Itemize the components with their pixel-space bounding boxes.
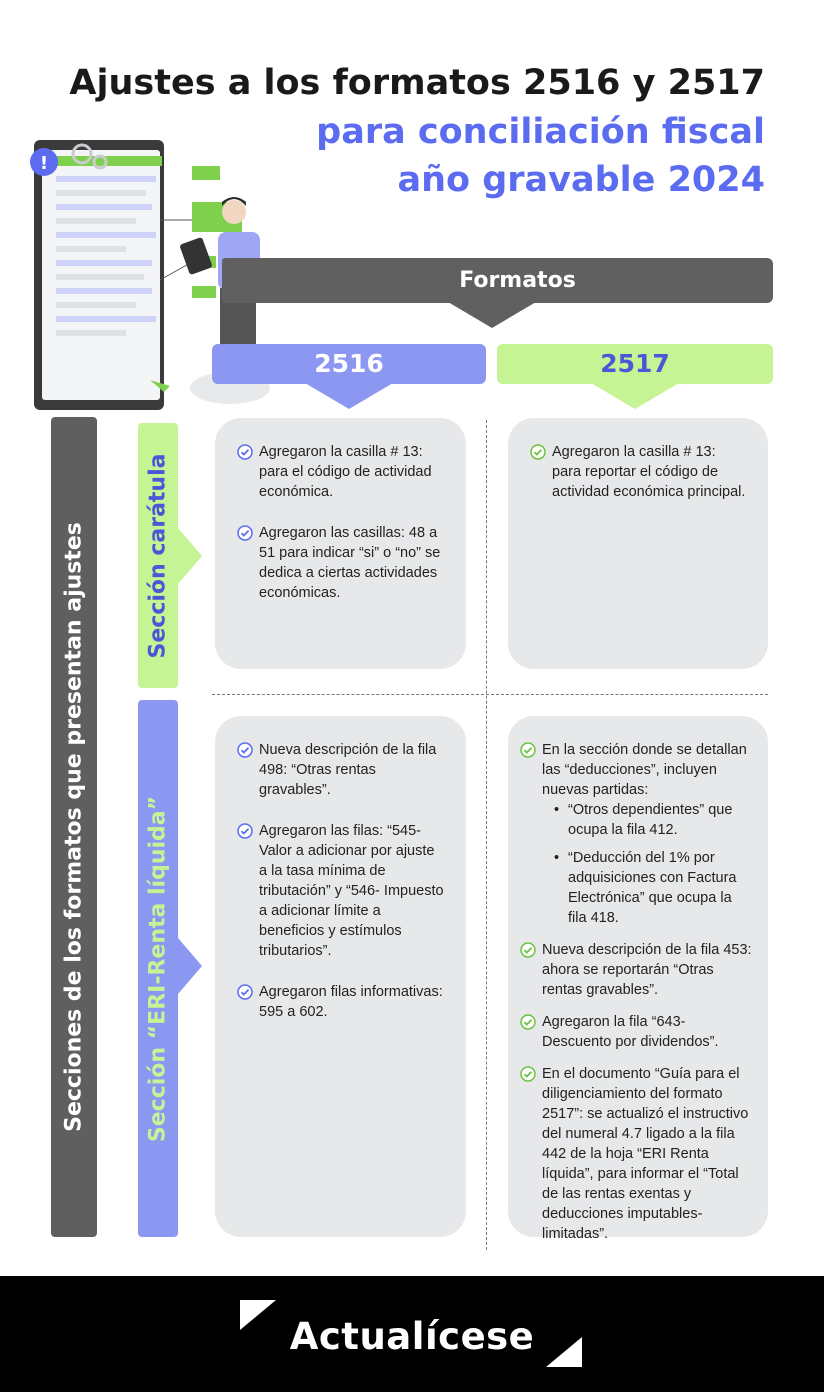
card-eri-2516: [215, 716, 466, 1237]
check-icon: [530, 444, 546, 460]
check-icon: [237, 525, 253, 541]
list-item: [520, 940, 754, 1000]
check-icon: [520, 1066, 536, 1082]
item-text: Agregaron la casilla # 13: para reportar el código de actividad económica principal.: [552, 444, 746, 500]
section-eri-tab: [138, 700, 178, 1237]
item-text: Agregaron las filas: “545- Valor a adicionar por ajuste a la tasa mínima de tributación” y “546- Impuesto a adicionar límite a beneficios y estímulos tributarios”.: [259, 823, 444, 959]
section-eri-arrow: [178, 938, 202, 994]
sub-list-item: [542, 800, 754, 840]
svg-text:!: !: [39, 153, 49, 174]
item-text: Agregaron la casilla # 13: para el código de actividad económica.: [259, 444, 432, 500]
bullet-icon: •: [554, 802, 560, 818]
list-item: [237, 442, 444, 502]
bullet-icon: •: [554, 850, 560, 866]
list-item: [530, 442, 746, 502]
item-text: En la sección donde se detallan las “deducciones”, incluyen nuevas partidas:: [542, 742, 747, 798]
section-caratula-arrow: [178, 528, 202, 584]
check-icon: [520, 942, 536, 958]
section-caratula-tab: [138, 423, 178, 688]
list-item: [520, 1012, 754, 1052]
title-line-2: para conciliación fiscal: [316, 112, 765, 152]
check-icon: [520, 1014, 536, 1030]
subitem-text: “Otros dependientes” que ocupa la fila 412.: [568, 802, 733, 838]
item-text: Nueva descripción de la fila 453: ahora se reportarán “Otras rentas gravables”.: [542, 942, 752, 998]
card-caratula-2517: [508, 418, 768, 669]
sidebar-label: Secciones de los formatos que presentan ajustes: [61, 522, 87, 1132]
formatos-arrow: [448, 302, 536, 328]
card-caratula-2516: [215, 418, 466, 669]
check-icon: [520, 742, 536, 758]
list-item: [520, 740, 754, 928]
sections-sidebar: [51, 417, 97, 1237]
title-line-1: Ajustes a los formatos 2516 y 2517: [69, 63, 765, 103]
section-divider: [212, 694, 768, 695]
item-text: En el documento “Guía para el diligenciamiento del formato 2517”: se actualizó el instructivo del numeral 4.7 ligado a la fila 442 de la hoja “ERI Renta líquida”, para informar el “Total de las rentas exentas y deducciones imputables-limitadas”.: [542, 1066, 749, 1242]
section-eri-label: Sección “ERI-Renta líquida”: [145, 795, 171, 1142]
formatos-label: Formatos: [459, 268, 576, 293]
check-icon: [237, 742, 253, 758]
section-caratula-label: Sección carátula: [145, 453, 171, 658]
list-item: [237, 982, 444, 1022]
column-header-2517: 2517: [497, 344, 773, 384]
item-text: Agregaron filas informativas: 595 a 602.: [259, 984, 443, 1020]
check-icon: [237, 984, 253, 1000]
check-icon: [237, 823, 253, 839]
column-divider: [486, 420, 487, 1250]
subitem-text: “Deducción del 1% por adquisiciones con Factura Electrónica” que ocupa la fila 418.: [568, 850, 737, 926]
item-text: Agregaron las casillas: 48 a 51 para indicar “si” o “no” se dedica a ciertas actividades económicas.: [259, 525, 441, 601]
list-item: [237, 821, 444, 961]
check-icon: [237, 444, 253, 460]
column-arrow-2516: [305, 383, 393, 409]
title-line-3: año gravable 2024: [397, 160, 765, 200]
column-header-2516: 2516: [212, 344, 486, 384]
sub-list-item: [542, 848, 754, 928]
column-arrow-2517: [591, 383, 679, 409]
formatos-header: [222, 258, 773, 303]
list-item: [237, 740, 444, 800]
list-item: [237, 523, 444, 603]
item-text: Agregaron la fila “643-Descuento por dividendos”.: [542, 1014, 719, 1050]
brand-logo: Actualícese: [289, 1315, 535, 1358]
item-text: Nueva descripción de la fila 498: “Otras rentas gravables”.: [259, 742, 437, 798]
list-item: [520, 1064, 754, 1244]
card-eri-2517: [508, 716, 768, 1242]
logo-corner-bottom-icon: [546, 1337, 582, 1367]
